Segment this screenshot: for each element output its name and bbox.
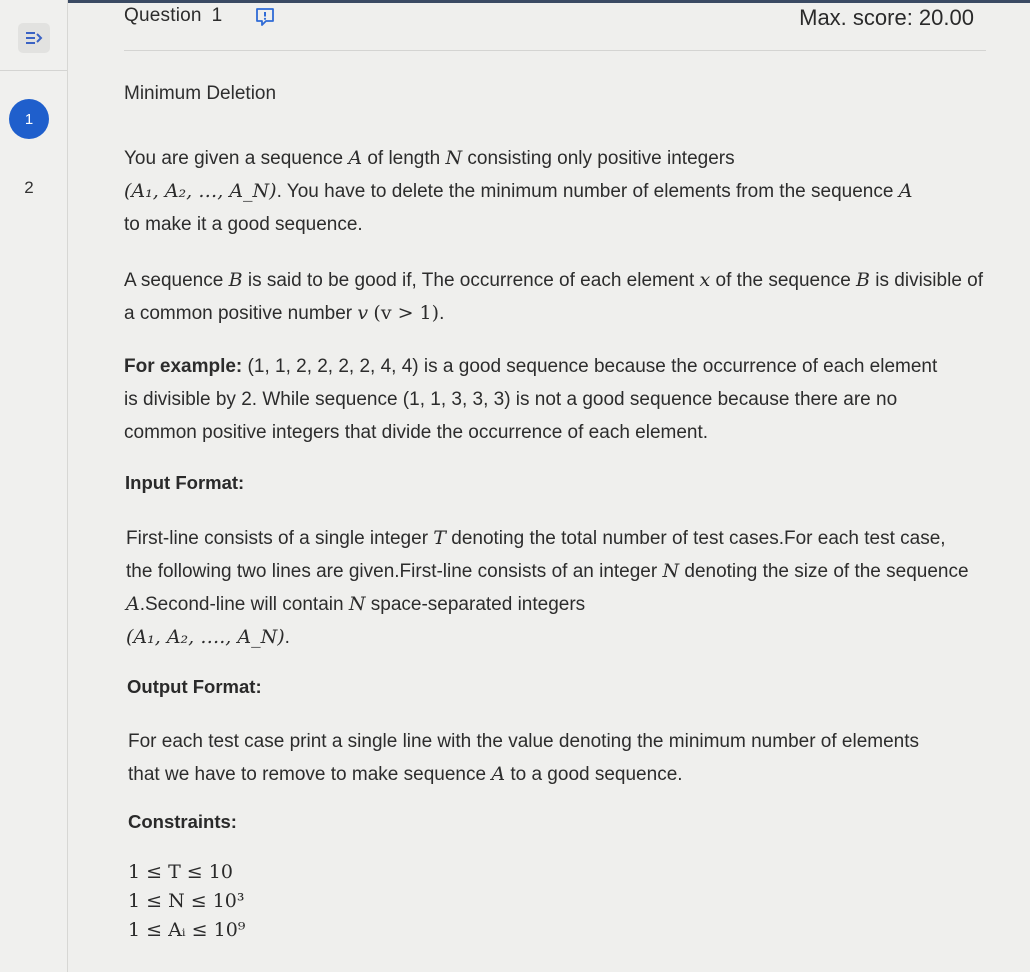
input-format-text: First-line consists of a single integer T denoting the total number of test cases.For each test case, the following two lines are given.First-line consists of an integer N denoting the size of the sequence A.Second-line will contain N space-separated integers (A₁, A₂, …., A_N).: [126, 527, 969, 648]
output-format-text: For each test case print a single line with the value denoting the minimum number of elements that we have to remove to make sequence A to a good sequence.: [128, 731, 920, 785]
output-format-heading: Output Format:: [127, 676, 262, 697]
input-format-heading: Input Format:: [125, 472, 245, 493]
constraint-a: 1 ≤ Aᵢ ≤ 10⁹: [128, 919, 246, 941]
question-sidebar: [0, 0, 68, 972]
constraint-n: 1 ≤ N ≤ 10³: [128, 890, 245, 912]
constraints-list: [128, 858, 245, 945]
question-nav-2[interactable]: 2: [24, 178, 34, 197]
question-title: [124, 5, 222, 27]
constraints-heading: Constraints:: [128, 811, 237, 832]
constraint-t: 1 ≤ T ≤ 10: [128, 861, 233, 883]
question-nav-1[interactable]: 1: [9, 99, 49, 139]
good-sequence-definition: A sequence B is said to be good if, The occurrence of each element x of the sequence B is divisible of a common positive number v (v > 1).: [124, 269, 984, 324]
sidebar-toggle-button[interactable]: [0, 5, 67, 71]
expand-list-icon: [18, 23, 50, 53]
report-issue-icon[interactable]: [254, 6, 276, 33]
question-header: [124, 5, 986, 51]
problem-statement: You are given a sequence A of length N consisting only positive integers (A₁, A₂, …, A_N). You have to delete the minimum number of elements from the sequence A to make it a good sequence.: [124, 147, 913, 235]
question-label: Question: [124, 5, 202, 26]
top-accent-bar: [0, 0, 1030, 3]
example-paragraph: For example: (1, 1, 2, 2, 2, 2, 4, 4) is a good sequence because the occurrence of each element is divisible by 2. While sequence (1, 1, 3, 3, 3) is not a good sequence because there are no common positive integers that divide the occurrence of each element.: [124, 356, 938, 443]
problem-title: Minimum Deletion: [124, 83, 277, 104]
question-number: 1: [211, 5, 223, 26]
max-score: Max. score: 20.00: [799, 5, 974, 30]
